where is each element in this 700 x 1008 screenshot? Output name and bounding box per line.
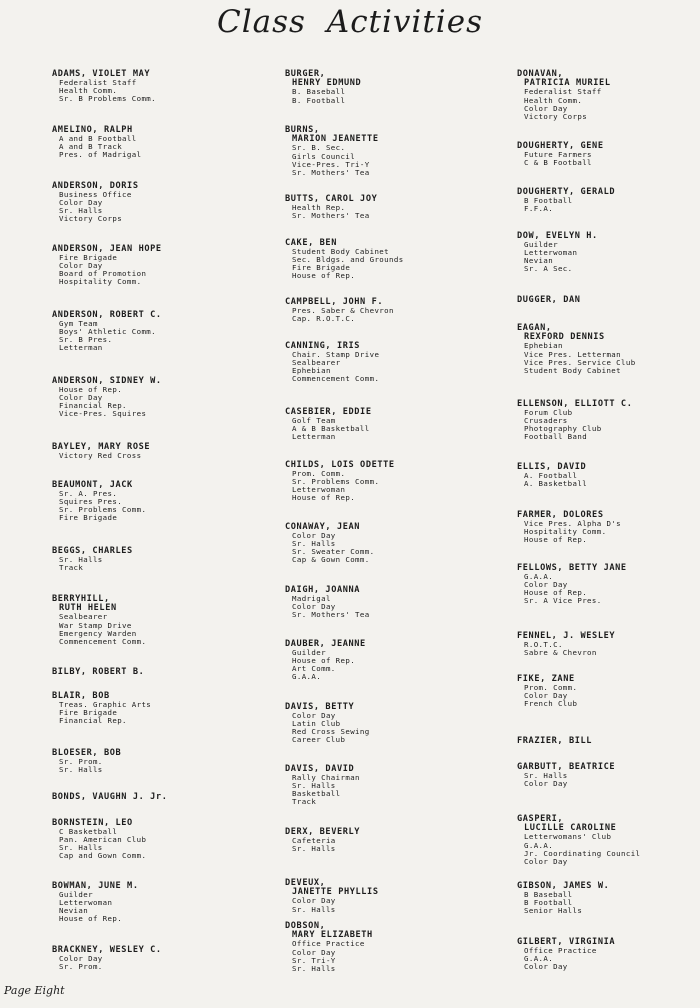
activity-line: Sr. Prom. [59,962,103,972]
student-name: DOBSON, [285,921,326,931]
activity-line: Sr. Halls [292,844,336,854]
activity-line: Pres. of Madrigal [59,150,142,160]
activity-line: Basketball [292,789,341,799]
activity-line: House of Rep. [292,656,356,666]
activity-line: Letterman [292,432,336,442]
activity-line: Sabre & Chevron [524,648,597,658]
activity-line: Jr. Coordinating Council [524,848,641,858]
activity-line: Color Day [59,261,103,271]
activity-line: Letterwoman [524,248,578,258]
student-name: DERX, BEVERLY [285,827,361,837]
activity-line: Sr. Sweater Comm. [292,547,375,557]
activity-line: Nevian [59,906,89,916]
activity-line: Fire Brigade [59,708,118,718]
activity-line: Cap. R.O.T.C. [292,314,356,324]
student-entry [517,463,700,488]
student-name: ANDERSON, JEAN HOPE [52,244,162,254]
activity-line: Vice Pres. Service Club [524,357,636,367]
student-name: FELLOWS, BETTY JANE [517,563,627,573]
activity-line: Fire Brigade [59,513,118,523]
student-name: BURNS, [285,125,320,135]
student-entry [517,296,700,305]
activity-line: House of Rep. [524,535,588,545]
activity-line: Vice-Pres. Squires [59,409,147,419]
student-name: DAVIS, BETTY [285,702,355,712]
student-entry [52,70,252,103]
activity-line: Letterman [59,343,103,353]
student-entry [52,311,252,353]
activity-line: Board of Promotion [59,269,147,279]
activity-line: Guilder [524,240,558,250]
activity-line: Sealbearer [59,612,108,622]
activity-line: Photography Club [524,424,602,434]
activity-line: B Baseball [524,890,573,900]
activity-line: House of Rep. [292,271,356,281]
activity-line: Office Practice [292,939,365,949]
activity-line: Commencement Comm. [59,636,147,646]
activity-line: Sr. Halls [292,781,336,791]
activity-line: Color Day [59,393,103,403]
student-entry [517,70,700,121]
activity-line: Student Body Cabinet [292,247,389,257]
activity-line: Sr. Problems Comm. [59,505,147,515]
activity-line: B. Baseball [292,87,346,97]
student-name: BERRYHILL, [52,594,110,604]
activity-line: Football Band [524,432,588,442]
student-name: BRACKNEY, WESLEY C. [52,945,162,955]
student-entry [285,126,485,177]
activity-line: Rally Chairman [292,773,360,783]
activity-line: A. Football [524,471,578,481]
activity-line: Chair. Stamp Drive [292,350,380,360]
student-entry [285,765,485,807]
student-name: DAUBER, JEANNE [285,639,366,649]
activity-line: B Football [524,196,573,206]
activity-line: Sr. Halls [292,904,336,914]
student-name: DAIGH, JOANNA [285,585,361,595]
student-name: FIKE, ZANE [517,674,575,684]
student-entry [517,815,700,866]
student-entry [517,675,700,708]
student-name: ELLENSON, ELLIOTT C. [517,399,633,409]
activity-line: A. Basketball [524,479,588,489]
student-name: BLAIR, BOB [52,691,110,701]
student-entry [517,632,700,657]
activity-line: House of Rep. [292,493,356,503]
student-name-continued: JANETTE PHYLLIS [292,887,379,898]
activity-line: Prom. Comm. [292,469,346,479]
activity-line: Color Day [59,954,103,964]
activity-line: Letterwoman [292,485,346,495]
activity-line: Ephebian [524,341,563,351]
activity-line: Sr. Tri-Y [292,955,336,965]
activity-line: Cap & Gown Comm. [292,555,370,565]
student-name: GILBERT, VIRGINIA [517,937,616,947]
activity-line: Health Comm. [524,95,583,105]
activity-line: G.A.A. [524,572,554,582]
activity-line: Fire Brigade [59,253,118,263]
activity-line: Gym Team [59,319,98,329]
activity-line: Sr. B Problems Comm. [59,94,156,104]
activity-line: House of Rep. [524,588,588,598]
activity-line: A and B Football [59,134,137,144]
student-name: CAKE, BEN [285,238,337,248]
activity-line: Red Cross Sewing [292,727,370,737]
activity-line: B Football [524,898,573,908]
student-entry [285,70,485,105]
student-entry [52,245,252,287]
student-name: GARBUTT, BEATRICE [517,762,616,772]
activity-line: Letterwoman [59,898,113,908]
activity-line: Sr. Halls [292,539,336,549]
student-name: CHILDS, LOIS ODETTE [285,460,395,470]
activity-line: Sr. Mothers' Tea [292,167,370,177]
activity-line: A and B Track [59,142,123,152]
activity-line: Sr. Halls [59,765,103,775]
activity-line: Health Comm. [59,86,118,96]
activity-line: Nevian [524,256,554,266]
student-entry [517,763,700,788]
student-name: DUGGER, DAN [517,295,581,305]
student-name: CANNING, IRIS [285,341,361,351]
activity-line: C Basketball [59,827,118,837]
student-name: ELLIS, DAVID [517,462,587,472]
activity-line: Cafeteria [292,836,336,846]
activity-line: Pan. American Club [59,835,147,845]
activity-line: Color Day [292,602,336,612]
activity-line: Sr. Problems Comm. [292,477,380,487]
activity-line: French Club [524,699,578,709]
activity-line: Future Farmers [524,150,592,160]
student-entry [517,511,700,544]
student-entry [285,523,485,565]
student-entry [52,595,252,646]
student-entry [52,481,252,523]
activity-line: Pres. Saber & Chevron [292,306,394,316]
student-entry [517,400,700,442]
activity-line: Golf Team [292,416,336,426]
student-entry [52,126,252,159]
student-name: DAVIS, DAVID [285,764,355,774]
activity-line: Office Practice [524,946,597,956]
activity-line: Sr. Mothers' Tea [292,211,370,221]
student-name-continued: MARY ELIZABETH [292,930,373,941]
activity-line: Crusaders [524,416,568,426]
student-entry [517,324,700,375]
activity-line: Sr. Halls [292,963,336,973]
activity-line: Emergency Warden [59,628,137,638]
activity-line: Sr. B. Sec. [292,143,346,153]
student-name: BILBY, ROBERT B. [52,667,145,677]
activity-line: Hospitality Comm. [59,277,142,287]
student-name: ANDERSON, SIDNEY W. [52,376,162,386]
activity-line: Guilder [59,890,93,900]
activity-line: Victory Corps [524,111,588,121]
student-entry [285,195,485,220]
activity-line: Color Day [292,896,336,906]
activity-line: Sr. B Pres. [59,335,113,345]
activity-line: Vice Pres. Alpha D's [524,519,621,529]
activity-line: Vice-Pres. Tri-Y [292,159,370,169]
activity-line: Color Day [524,691,568,701]
student-entry [517,188,700,213]
student-name: BURGER, [285,69,326,79]
activity-line: Color Day [292,947,336,957]
activity-line: Sr. Halls [524,771,568,781]
activity-line: Prom. Comm. [524,683,578,693]
student-entry [52,692,252,725]
activity-line: Sr. A. Pres. [59,489,118,499]
student-entry [517,142,700,167]
student-name: FARMER, DOLORES [517,510,604,520]
student-entry [52,377,252,419]
activity-line: Sr. A Vice Pres. [524,596,602,606]
student-entry [52,793,252,802]
student-entry [285,239,485,281]
student-name: BEAUMONT, JACK [52,480,133,490]
student-entry [285,703,485,745]
student-name: BORNSTEIN, LEO [52,818,133,828]
activity-line: Financial Rep. [59,716,127,726]
student-entry [52,182,252,224]
activity-line: Color Day [524,962,568,972]
student-entry [285,298,485,323]
activity-line: Vice Pres. Letterman [524,349,621,359]
student-entry [517,938,700,971]
activity-line: Sr. A Sec. [524,264,573,274]
activity-line: Commencement Comm. [292,374,380,384]
activity-line: Federalist Staff [59,78,137,88]
activity-line: Sealbearer [292,358,341,368]
student-name: DEVEUX, [285,878,326,888]
student-entry [285,640,485,682]
activity-line: Color Day [524,779,568,789]
student-name: BEGGS, CHARLES [52,546,133,556]
student-name: FRAZIER, BILL [517,736,593,746]
student-name: FENNEL, J. WESLEY [517,631,616,641]
student-name: BLOESER, BOB [52,748,122,758]
student-name: DOUGHERTY, GERALD [517,187,616,197]
activity-line: G.A.A. [292,672,322,682]
student-entry [285,408,485,441]
student-name: ADAMS, VIOLET MAY [52,69,151,79]
activity-line: Guilder [292,648,326,658]
student-name: EAGAN, [517,323,552,333]
student-name: DONAVAN, [517,69,564,79]
student-entry [517,882,700,915]
activity-line: Girls Council [292,151,356,161]
student-entry [52,819,252,861]
activity-line: Cap and Gown Comm. [59,851,147,861]
activity-line: G.A.A. [524,840,554,850]
activity-line: G.A.A. [524,954,554,964]
student-name-continued: HENRY EDMUND [292,78,362,89]
student-entry [517,737,700,746]
student-name: DOW, EVELYN H. [517,231,598,241]
student-name-continued: REXFORD DENNIS [524,332,605,343]
activity-line: Sr. Halls [59,206,103,216]
student-entry [52,882,252,924]
activity-line: R.O.T.C. [524,640,563,650]
activity-line: Career Club [292,735,346,745]
activity-line: Latin Club [292,719,341,729]
activity-line: F.F.A. [524,204,554,214]
activity-line: Squires Pres. [59,497,123,507]
activity-line: Madrigal [292,594,331,604]
activity-line: Color Day [292,711,336,721]
student-entry [52,443,252,460]
activity-line: House of Rep. [59,914,123,924]
student-name-continued: RUTH HELEN [59,603,117,614]
page-title: Class Activities [217,4,483,40]
student-entry [517,232,700,274]
student-entry [285,586,485,619]
student-name: GASPERI, [517,814,564,824]
activity-line: Sr. Mothers' Tea [292,610,370,620]
activity-line: Treas. Graphic Arts [59,700,152,710]
student-name: CASEBIER, EDDIE [285,407,372,417]
activity-line: Color Day [524,580,568,590]
activity-line: Ephebian [292,366,331,376]
student-name: ANDERSON, ROBERT C. [52,310,162,320]
student-name: BONDS, VAUGHN J. Jr. [52,792,168,802]
activity-line: Color Day [292,531,336,541]
activity-line: Track [59,563,84,573]
student-name-continued: LUCILLE CAROLINE [524,823,617,834]
activity-line: Hospitality Comm. [524,527,607,537]
student-name: CAMPBELL, JOHN F. [285,297,384,307]
student-name-continued: PATRICIA MURIEL [524,78,611,89]
activity-line: A & B Basketball [292,424,370,434]
activity-line: B. Football [292,95,346,105]
student-entry [285,461,485,503]
student-name-continued: MARION JEANETTE [292,134,379,145]
activity-line: Victory Red Cross [59,451,142,461]
activity-line: Sr. Halls [59,555,103,565]
activity-line: Color Day [524,856,568,866]
activity-line: C & B Football [524,158,592,168]
activity-line: Sr. Halls [59,843,103,853]
activity-line: Victory Corps [59,214,123,224]
activity-line: Color Day [59,198,103,208]
activity-line: House of Rep. [59,385,123,395]
student-name: AMELINO, RALPH [52,125,133,135]
activity-line: Art Comm. [292,664,336,674]
student-entry [52,547,252,572]
student-name: CONAWAY, JEAN [285,522,361,532]
activity-line: Financial Rep. [59,401,127,411]
activity-line: Forum Club [524,408,573,418]
activity-line: Letterwomans' Club [524,832,612,842]
activity-line: Sr. Prom. [59,757,103,767]
page-footer: Page Eight [4,984,65,997]
student-entry [285,879,485,914]
activity-line: Sec. Bldgs. and Grounds [292,255,404,265]
activity-line: Fire Brigade [292,263,351,273]
student-name: BUTTS, CAROL JOY [285,194,378,204]
student-name: DOUGHERTY, GENE [517,141,604,151]
activity-line: Student Body Cabinet [524,365,621,375]
student-entry [52,749,252,774]
student-entry [285,342,485,384]
activity-line: Senior Halls [524,906,583,916]
student-entry [52,668,252,677]
student-entry [285,828,485,853]
activity-line: Health Rep. [292,203,346,213]
activity-line: Track [292,797,317,807]
activity-line: Boys' Athletic Comm. [59,327,156,337]
student-name: ANDERSON, DORIS [52,181,139,191]
student-entry [52,946,252,971]
student-entry [517,564,700,606]
activity-line: War Stamp Drive [59,620,132,630]
student-name: GIBSON, JAMES W. [517,881,610,891]
student-name: BOWMAN, JUNE M. [52,881,139,891]
student-entry [285,922,485,973]
activity-line: Federalist Staff [524,87,602,97]
activity-line: Color Day [524,103,568,113]
student-name: BAYLEY, MARY ROSE [52,442,151,452]
activity-line: Business Office [59,190,132,200]
